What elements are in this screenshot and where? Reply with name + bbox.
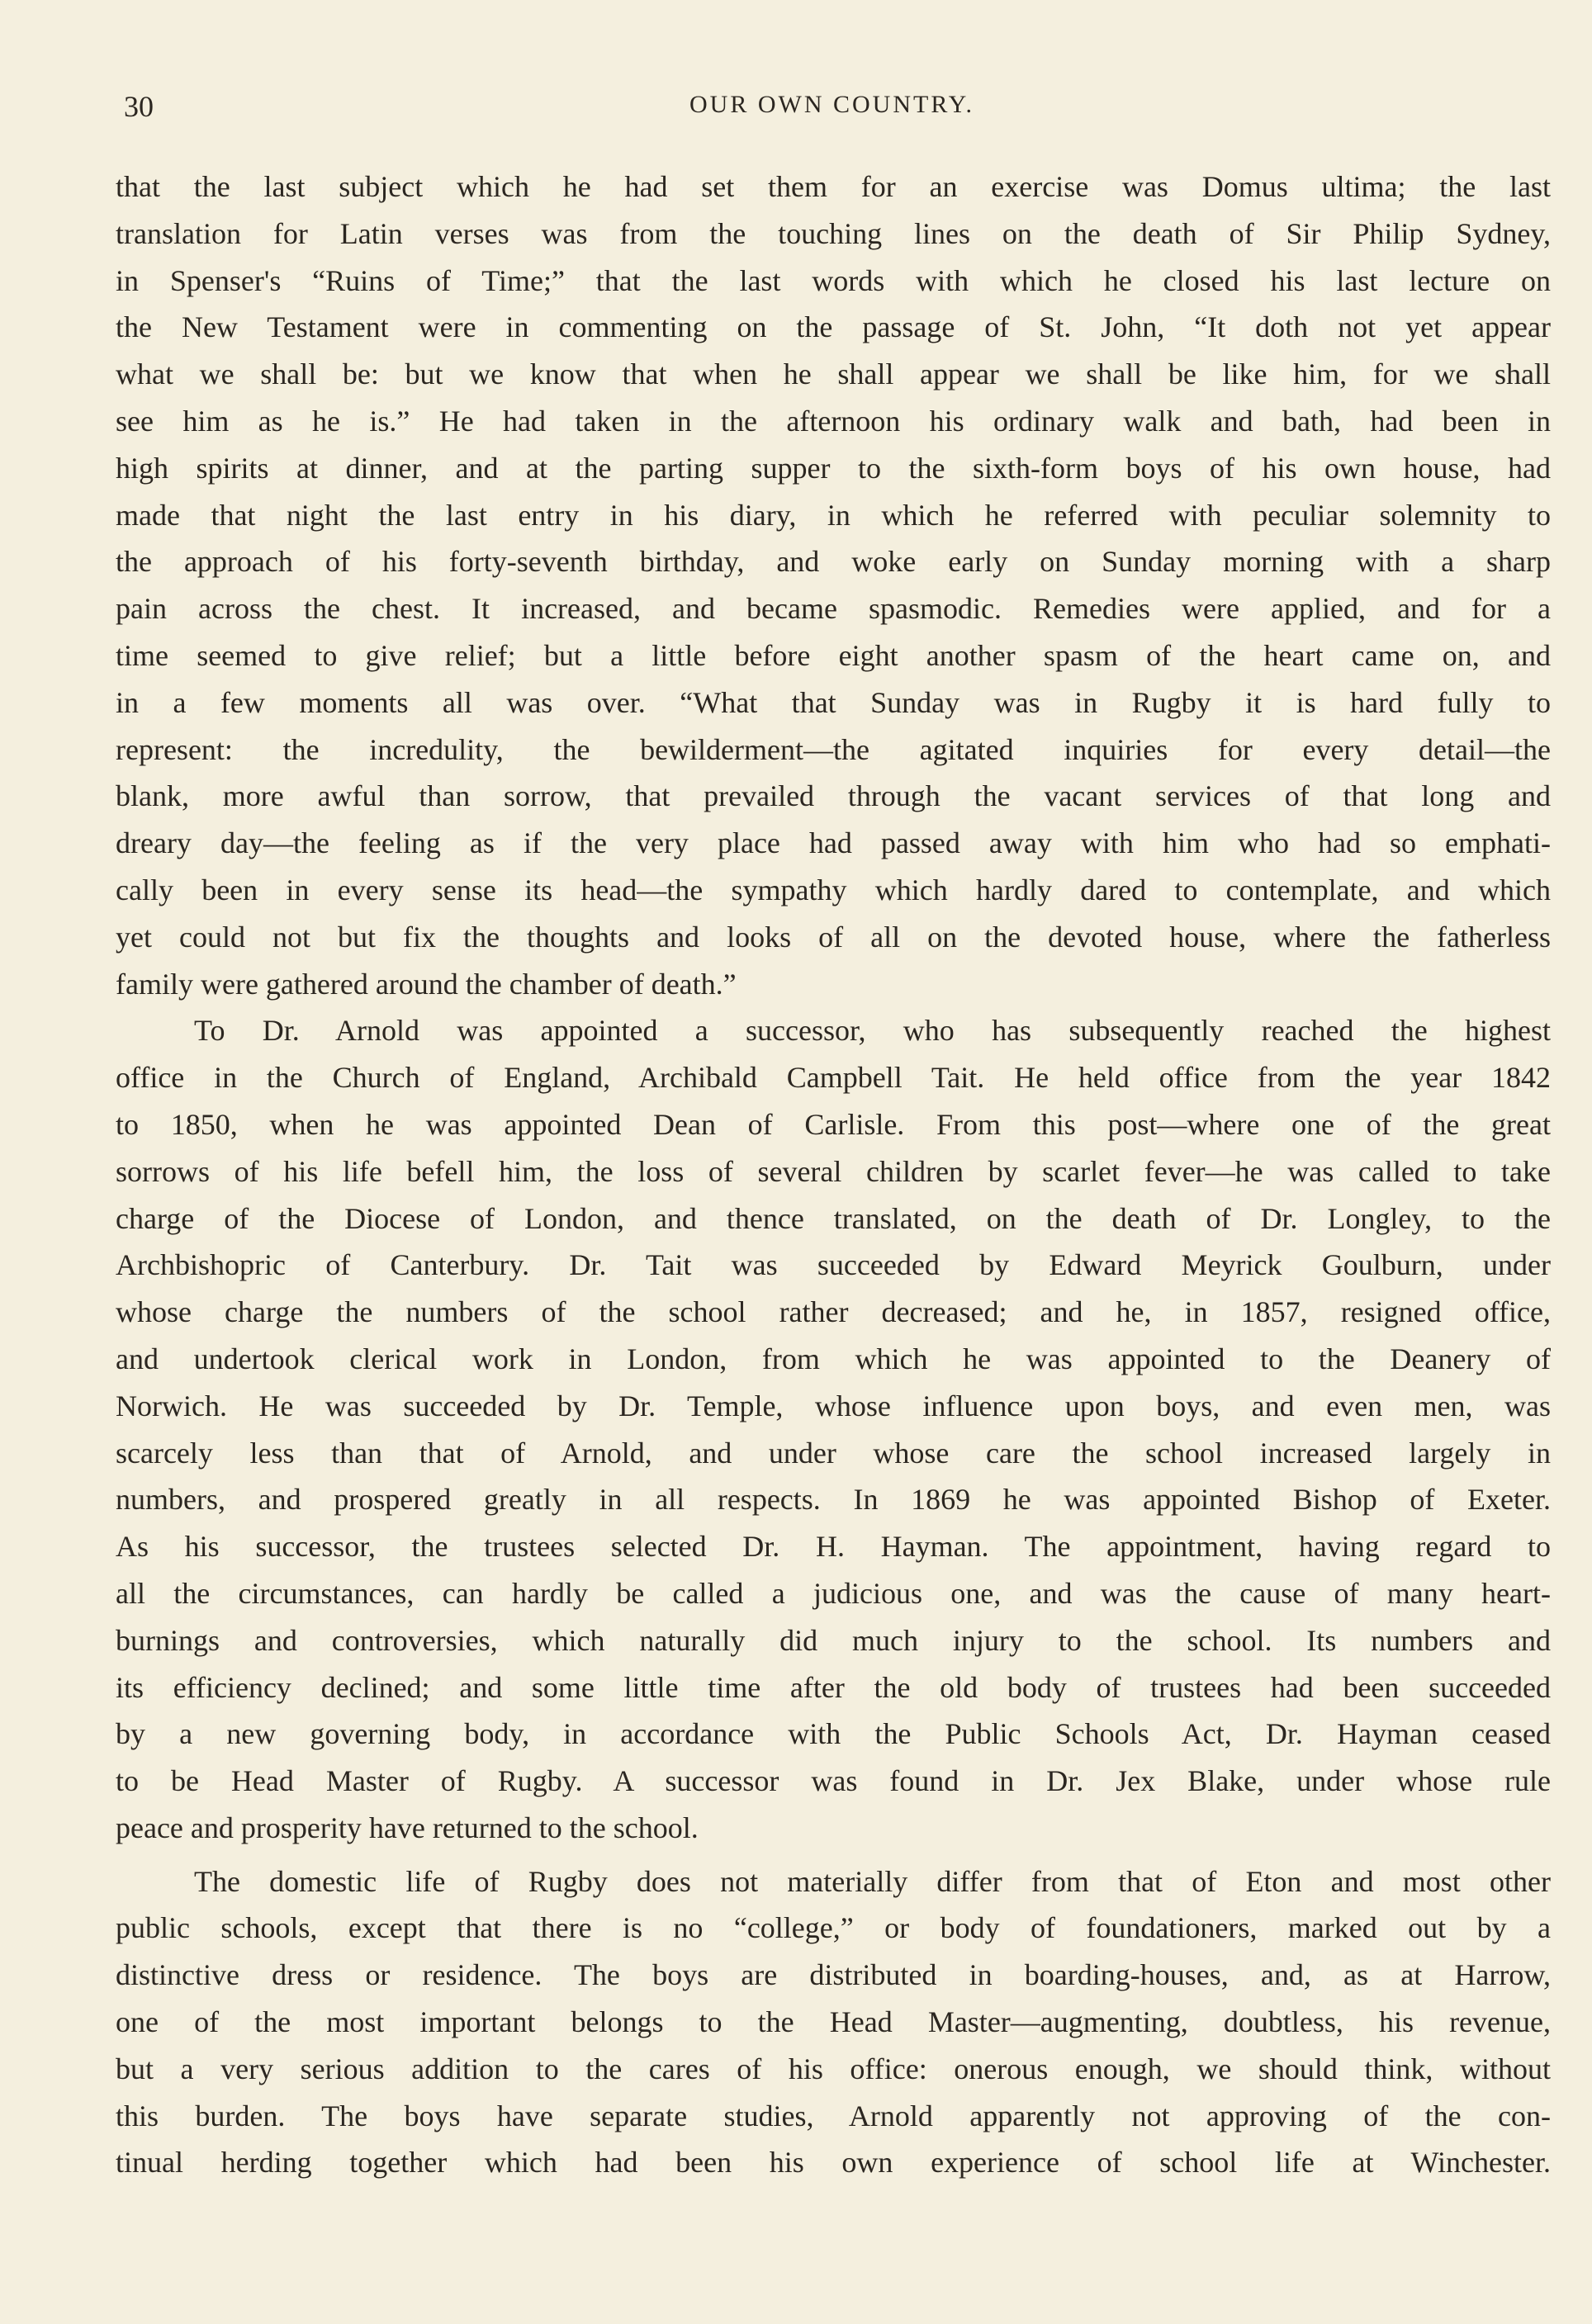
text-line: time seemed to give relief; but a little before eight another spasm of the heart came on, and xyxy=(116,638,1551,672)
text-line: office in the Church of England, Archibald Campbell Tait. He held office from the year 1842 xyxy=(116,1061,1551,1095)
text-line: charge of the Diocese of London, and thence translated, on the death of Dr. Longley, to the xyxy=(116,1201,1551,1235)
text-line: tinual herding together which had been his own experience of school life at Winchester. xyxy=(116,2146,1551,2180)
text-line: yet could not but fix the thoughts and looks of all on the devoted house, where the fatherless xyxy=(116,920,1551,954)
text-line: As his successor, the trustees selected Dr. H. Hayman. The appointment, having regard to xyxy=(116,1530,1551,1564)
text-line: one of the most important belongs to the Head Master—augmenting, doubtless, his revenue, xyxy=(116,2005,1551,2039)
text-line: that the last subject which he had set them for an exercise was Domus ultima; the last xyxy=(116,170,1551,203)
text-line: high spirits at dinner, and at the parting supper to the sixth-form boys of his own house, had xyxy=(116,451,1551,485)
text-line: numbers, and prospered greatly in all respects. In 1869 he was appointed Bishop of Exeter. xyxy=(116,1483,1551,1517)
paragraph-gap xyxy=(116,1852,1551,1858)
text-line: the New Testament were in commenting on the passage of St. John, “It doth not yet appear xyxy=(116,310,1551,344)
text-line: distinctive dress or residence. The boys are distributed in boarding-houses, and, as at Harrow, xyxy=(116,1958,1551,1992)
paragraph-arnold-death xyxy=(116,163,1551,1007)
text-line: blank, more awful than sorrow, that prevailed through the vacant services of that long and xyxy=(116,779,1551,813)
text-line: sorrows of his life befell him, the loss of several children by scarlet fever—he was called to take xyxy=(116,1154,1551,1188)
text-line: public schools, except that there is no “college,” or body of foundationers, marked out by a xyxy=(116,1911,1551,1945)
text-line: whose charge the numbers of the school rather decreased; and he, in 1857, resigned office, xyxy=(116,1295,1551,1329)
text-line: by a new governing body, in accordance with the Public Schools Act, Dr. Hayman ceased xyxy=(116,1717,1551,1751)
text-line: scarcely less than that of Arnold, and under whose care the school increased largely in xyxy=(116,1436,1551,1470)
text-line: to 1850, when he was appointed Dean of Carlisle. From this post—where one of the great xyxy=(116,1107,1551,1141)
text-line: in a few moments all was over. “What that Sunday was in Rugby it is hard fully to xyxy=(116,685,1551,719)
running-title: OUR OWN COUNTRY. xyxy=(689,91,974,118)
text-line: Archbishopric of Canterbury. Dr. Tait was succeeded by Edward Meyrick Goulburn, under xyxy=(116,1248,1551,1282)
text-line: and undertook clerical work in London, from which he was appointed to the Deanery of xyxy=(116,1342,1551,1375)
paragraph-domestic-life xyxy=(116,1858,1551,2187)
text-line: peace and prosperity have returned to the school. xyxy=(116,1810,699,1844)
text-line: pain across the chest. It increased, and became spasmodic. Remedies were applied, and for a xyxy=(116,592,1551,626)
text-line: see him as he is.” He had taken in the afternoon his ordinary walk and bath, had been in xyxy=(116,404,1551,438)
text-line: represent: the incredulity, the bewilderment—the agitated inquiries for every detail—the xyxy=(116,732,1551,766)
text-line: made that night the last entry in his diary, in which he referred with peculiar solemnity to xyxy=(116,498,1551,532)
body-text xyxy=(116,163,1551,2186)
text-line: dreary day—the feeling as if the very place had passed away with him who had so emphati- xyxy=(116,826,1551,860)
page-number: 30 xyxy=(124,90,154,123)
text-line: what we shall be: but we know that when he shall appear we shall be like him, for we shall xyxy=(116,357,1551,391)
text-line: burnings and controversies, which naturally did much injury to the school. Its numbers and xyxy=(116,1623,1551,1657)
paragraph-successors xyxy=(116,1007,1551,1851)
text-line: this burden. The boys have separate studies, Arnold apparently not approving of the con- xyxy=(116,2099,1551,2132)
text-line: the approach of his forty-seventh birthday, and woke early on Sunday morning with a sharp xyxy=(116,545,1551,579)
text-line: The domestic life of Rugby does not materially differ from that of Eton and most other xyxy=(194,1864,1551,1898)
text-line: family were gathered around the chamber of death.” xyxy=(116,967,737,1001)
running-head xyxy=(124,89,1540,129)
text-line: in Spenser's “Ruins of Time;” that the last words with which he closed his last lecture on xyxy=(116,263,1551,297)
text-line: to be Head Master of Rugby. A successor was found in Dr. Jex Blake, under whose rule xyxy=(116,1764,1551,1798)
text-line: cally been in every sense its head—the sympathy which hardly dared to contemplate, and which xyxy=(116,873,1551,906)
text-line: Norwich. He was succeeded by Dr. Temple, whose influence upon boys, and even men, was xyxy=(116,1389,1551,1422)
text-line: all the circumstances, can hardly be called a judicious one, and was the cause of many heart- xyxy=(116,1576,1551,1610)
text-line: translation for Latin verses was from the touching lines on the death of Sir Philip Sydney, xyxy=(116,216,1551,250)
text-line: but a very serious addition to the cares of his office: onerous enough, we should think, without xyxy=(116,2052,1551,2085)
text-line: To Dr. Arnold was appointed a successor, who has subsequently reached the highest xyxy=(194,1014,1551,1048)
text-line: its efficiency declined; and some little time after the old body of trustees had been succeeded xyxy=(116,1670,1551,1704)
